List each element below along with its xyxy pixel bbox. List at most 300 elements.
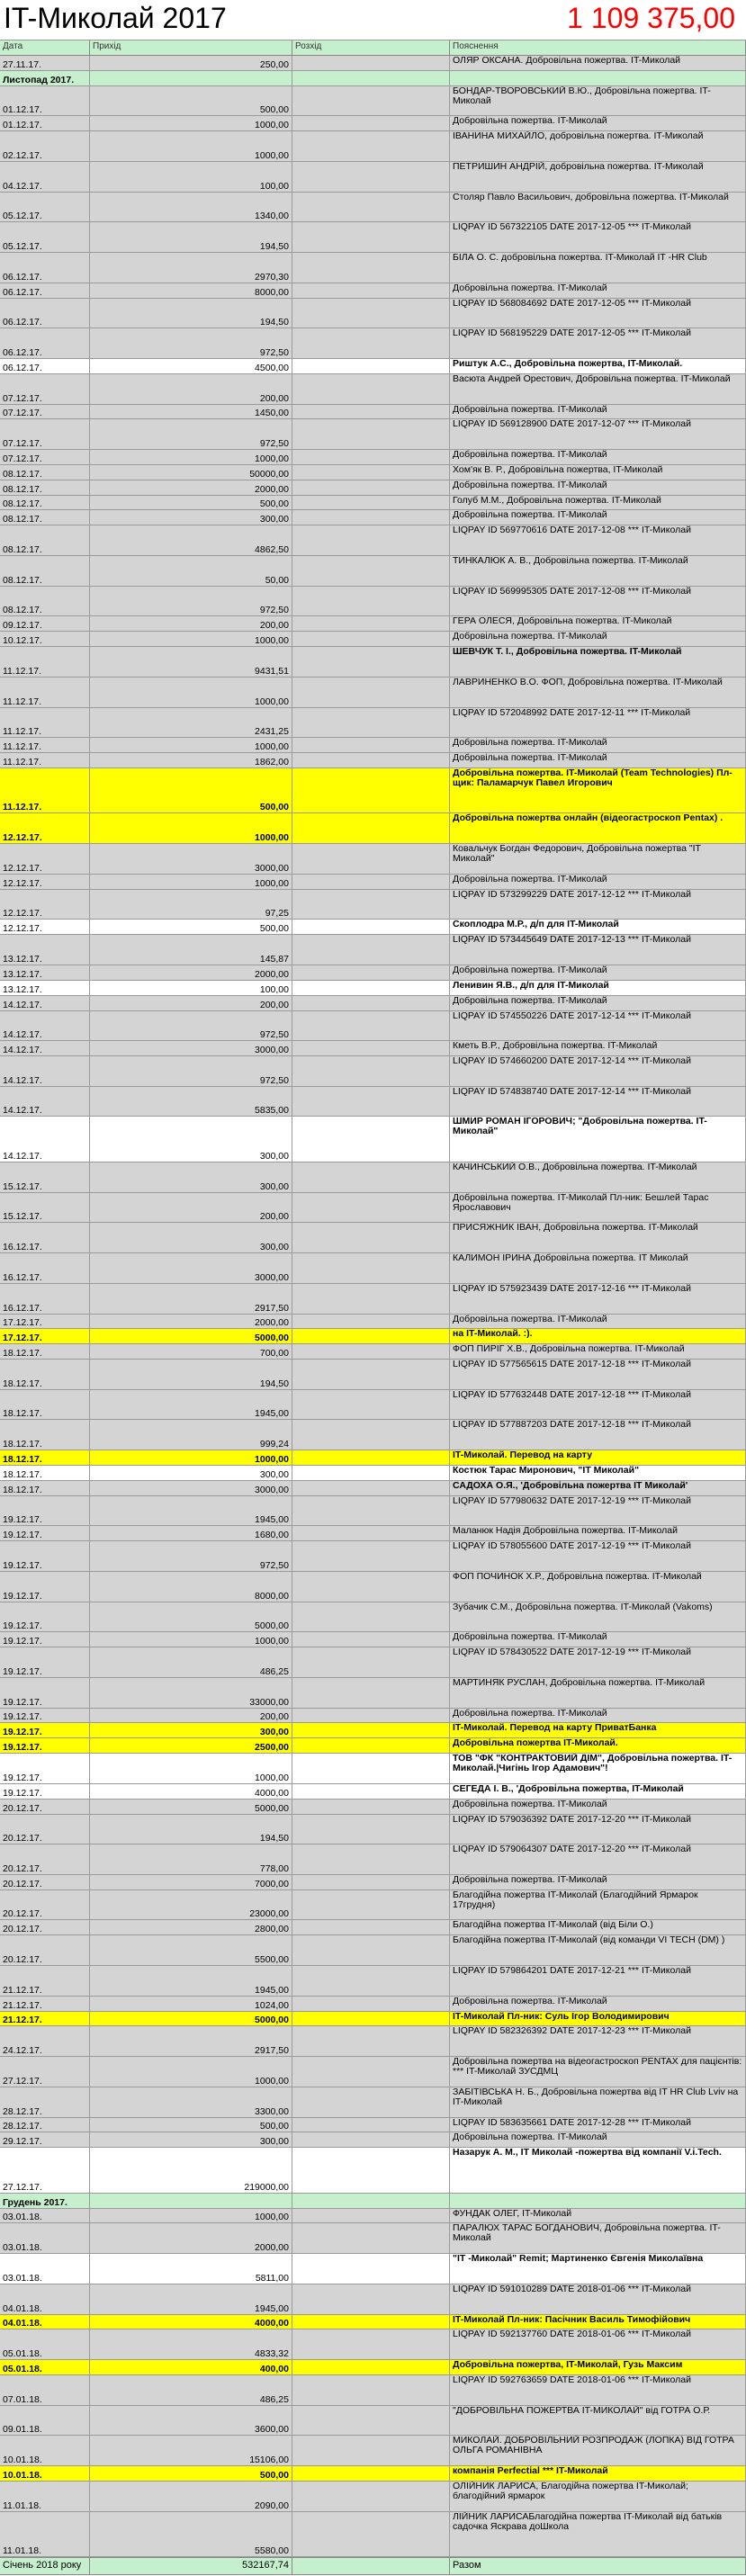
cell-notes: Добровільна пожертва. IT-Миколай xyxy=(450,738,746,752)
cell-notes: Добровільна пожертва. IT-Миколай xyxy=(450,450,746,464)
table-row xyxy=(0,1526,746,1541)
table-row xyxy=(0,450,746,465)
cell-date: 19.12.17. xyxy=(0,1738,90,1753)
cell-income: 5580,00 xyxy=(90,2512,292,2557)
cell-income: 3600,00 xyxy=(90,2406,292,2436)
cell-date: 07.12.17. xyxy=(0,419,90,449)
cell-date: 27.12.17. xyxy=(0,2057,90,2087)
cell-income xyxy=(90,71,292,85)
cell-date: 20.12.17. xyxy=(0,1800,90,1814)
cell-expense xyxy=(292,1117,450,1162)
cell-expense xyxy=(292,1800,450,1814)
cell-notes: LIQPAY ID 592763659 DATE 2018-01-06 *** IT-Миколай xyxy=(450,2375,746,2405)
table-body xyxy=(0,56,746,2557)
table-row xyxy=(0,510,746,525)
cell-income: 300,00 xyxy=(90,1466,292,1480)
cell-date: 08.12.17. xyxy=(0,525,90,555)
cell-expense xyxy=(292,299,450,328)
table-row xyxy=(0,1466,746,1481)
cell-expense xyxy=(292,374,450,404)
cell-date: 14.12.17. xyxy=(0,1056,90,1086)
cell-income: 972,50 xyxy=(90,419,292,449)
cell-date: 10.01.18. xyxy=(0,2466,90,2481)
cell-expense xyxy=(292,2118,450,2132)
cell-date: 19.12.17. xyxy=(0,1526,90,1540)
cell-date: 03.01.18. xyxy=(0,2254,90,2284)
table-row xyxy=(0,587,746,617)
cell-expense xyxy=(292,1344,450,1359)
cell-income: 300,00 xyxy=(90,1117,292,1162)
cell-date: 12.12.17. xyxy=(0,844,90,874)
cell-date: 12.12.17. xyxy=(0,875,90,889)
cell-income: 1000,00 xyxy=(90,678,292,707)
cell-date: 11.12.17. xyxy=(0,768,90,813)
cell-notes: ТОВ "ФК "КОНТРАКТОВИЙ ДІМ", Добровільна пожертва. IT-Миколай.|Чигінь Ігор Адамович"! xyxy=(450,1754,746,1783)
cell-notes: ГЕРА ОЛЕСЯ, Добровільна пожертва. IT-Миколай xyxy=(450,616,746,631)
cell-expense xyxy=(292,2360,450,2374)
cell-income: 1340,00 xyxy=(90,193,292,222)
cell-date: 13.12.17. xyxy=(0,981,90,995)
cell-income: 100,00 xyxy=(90,981,292,995)
table-row xyxy=(0,86,746,117)
table-row xyxy=(0,2375,746,2406)
cell-notes: на IT-Миколай. :). xyxy=(450,1329,746,1343)
cell-expense xyxy=(292,253,450,283)
table-row xyxy=(0,981,746,996)
cell-income: 200,00 xyxy=(90,1193,292,1223)
cell-date: 14.12.17. xyxy=(0,1117,90,1162)
table-row xyxy=(0,890,746,920)
cell-income: 2500,00 xyxy=(90,1738,292,1753)
table-row xyxy=(0,525,746,556)
cell-income: 4000,00 xyxy=(90,2315,292,2329)
cell-expense xyxy=(292,116,450,130)
cell-notes: компанія Perfectial *** IT-Миколай xyxy=(450,2466,746,2481)
table-row xyxy=(0,1193,746,1224)
table-row xyxy=(0,2026,746,2057)
cell-income: 972,50 xyxy=(90,1056,292,1086)
cell-notes: Скоплодра М.Р., д/п для IT-Миколай xyxy=(450,920,746,934)
cell-notes: ПАРАЛЮХ ТАРАС БОГДАНОВИЧ, Добровільна пожертва. IT-Миколай xyxy=(450,2223,746,2253)
cell-income: 4833,32 xyxy=(90,2329,292,2359)
table-row xyxy=(0,768,746,814)
cell-income: 250,00 xyxy=(90,56,292,70)
cell-notes: Васюта Андрей Орестович, Добровільна пожертва. IT-Миколай xyxy=(450,374,746,404)
cell-income: 5000,00 xyxy=(90,1800,292,1814)
cell-income: 1000,00 xyxy=(90,813,292,843)
footer-sum: 532167,74 xyxy=(90,2558,292,2574)
cell-date: 14.12.17. xyxy=(0,996,90,1010)
table-row xyxy=(0,678,746,708)
cell-income: 100,00 xyxy=(90,162,292,192)
cell-income: 2000,00 xyxy=(90,1315,292,1329)
cell-income: 50000,00 xyxy=(90,465,292,480)
cell-date: 16.12.17. xyxy=(0,1253,90,1283)
table-row xyxy=(0,556,746,587)
cell-income: 8000,00 xyxy=(90,1572,292,1602)
cell-income: 1000,00 xyxy=(90,1754,292,1783)
cell-expense xyxy=(292,1815,450,1844)
cell-expense xyxy=(292,753,450,767)
cell-date: 06.12.17. xyxy=(0,299,90,328)
cell-notes: Добровільна пожертва. IT-Миколай xyxy=(450,116,746,130)
table-row xyxy=(0,116,746,131)
cell-expense xyxy=(292,496,450,510)
cell-expense xyxy=(292,1935,450,1965)
cell-date: 07.12.17. xyxy=(0,374,90,404)
cell-notes: Ковальчук Богдан Федорович, Добровільна пожертва "IT Миколай" xyxy=(450,844,746,874)
cell-notes xyxy=(450,2194,746,2208)
cell-expense xyxy=(292,1223,450,1252)
cell-date: 21.12.17. xyxy=(0,1966,90,1996)
cell-date: 28.12.17. xyxy=(0,2118,90,2132)
cell-notes: ПРИСЯЖНИК ІВАН, Добровільна пожертва. IT-Миколай xyxy=(450,1223,746,1252)
cell-notes: БІЛА О. С. добровільна пожертва. IT-Миколай IT -HR Club xyxy=(450,253,746,283)
table-row xyxy=(0,2087,746,2118)
cell-date: 18.12.17. xyxy=(0,1466,90,1480)
table-row xyxy=(0,1420,746,1450)
table-row xyxy=(0,1875,746,1890)
table-row xyxy=(0,2315,746,2330)
cell-date: 21.12.17. xyxy=(0,1997,90,2011)
cell-date: 11.12.17. xyxy=(0,738,90,752)
cell-date: 06.12.17. xyxy=(0,283,90,298)
table-row xyxy=(0,71,746,86)
table-row xyxy=(0,2406,746,2437)
cell-notes: LIQPAY ID 582326392 DATE 2017-12-23 *** IT-Миколай xyxy=(450,2026,746,2056)
cell-notes: Маланюк Надія Добровільна пожертва. IT-Миколай xyxy=(450,1526,746,1540)
cell-expense xyxy=(292,222,450,252)
cell-expense xyxy=(292,328,450,358)
cell-notes: ФОП ПИРІГ Х.В., Добровільна пожертва. IT-Миколай xyxy=(450,1344,746,1359)
cell-notes: Добровільна пожертва. IT-Миколай xyxy=(450,996,746,1010)
table-row xyxy=(0,1935,746,1966)
table-row xyxy=(0,131,746,162)
cell-expense xyxy=(292,1632,450,1647)
table-row xyxy=(0,1784,746,1800)
cell-income: 972,50 xyxy=(90,587,292,616)
table-row xyxy=(0,2466,746,2482)
header-date: Дата xyxy=(0,40,90,55)
cell-notes: Добровільна пожертва. IT-Миколай xyxy=(450,753,746,767)
cell-date: 12.12.17. xyxy=(0,890,90,920)
cell-income: 972,50 xyxy=(90,1011,292,1041)
cell-date: 11.01.18. xyxy=(0,2482,90,2511)
cell-notes: МИКОЛАЙ. ДОБРОВІЛЬНИЙ РОЗПРОДАЖ (ЛОПКА) ВІД ГОТРА ОЛЬГА РОМАНІВНА xyxy=(450,2436,746,2465)
table-row xyxy=(0,1709,746,1724)
cell-income: 3000,00 xyxy=(90,1481,292,1495)
cell-date: 04.12.17. xyxy=(0,162,90,192)
cell-date: 20.12.17. xyxy=(0,1875,90,1889)
cell-expense xyxy=(292,465,450,480)
table-row xyxy=(0,753,746,768)
cell-expense xyxy=(292,1784,450,1799)
cell-expense xyxy=(292,1875,450,1889)
cell-date: 18.12.17. xyxy=(0,1360,90,1389)
cell-income: 3300,00 xyxy=(90,2087,292,2117)
cell-date: 28.12.17. xyxy=(0,2087,90,2117)
table-row xyxy=(0,935,746,965)
cell-income: 1000,00 xyxy=(90,1632,292,1647)
cell-date: 19.12.17. xyxy=(0,1572,90,1602)
cell-notes: Добровільна пожертва. IT-Миколай xyxy=(450,1800,746,1814)
table-row xyxy=(0,2329,746,2360)
table-row xyxy=(0,1223,746,1253)
cell-expense xyxy=(292,738,450,752)
table-row xyxy=(0,813,746,844)
cell-income: 9431,51 xyxy=(90,647,292,677)
cell-date: 19.12.17. xyxy=(0,1723,90,1737)
cell-expense xyxy=(292,1738,450,1753)
cell-expense xyxy=(292,1466,450,1480)
table-row xyxy=(0,1117,746,1162)
cell-date: 18.12.17. xyxy=(0,1450,90,1465)
cell-date: 19.12.17. xyxy=(0,1678,90,1708)
cell-expense xyxy=(292,1541,450,1571)
cell-notes: LIQPAY ID 574838740 DATE 2017-12-14 *** IT-Миколай xyxy=(450,1087,746,1117)
cell-income: 500,00 xyxy=(90,768,292,813)
footer-note: Разом xyxy=(450,2558,746,2574)
cell-date: 12.12.17. xyxy=(0,920,90,934)
cell-notes: LIQPAY ID 567322105 DATE 2017-12-05 *** IT-Миколай xyxy=(450,222,746,252)
cell-expense xyxy=(292,2223,450,2253)
table-row xyxy=(0,2512,746,2558)
table-row xyxy=(0,1011,746,1042)
cell-date: 19.12.17. xyxy=(0,1632,90,1647)
cell-notes: Благодійна пожертва IT-Миколай (Благодійний Ярмарок 17грудня) xyxy=(450,1890,746,1920)
cell-notes: Добровільна пожертва. IT-Миколай xyxy=(450,875,746,889)
cell-date: 17.12.17. xyxy=(0,1315,90,1329)
footer-expense xyxy=(292,2558,450,2574)
cell-income: 972,50 xyxy=(90,1541,292,1571)
cell-notes: LIQPAY ID 575923439 DATE 2017-12-16 *** IT-Миколай xyxy=(450,1284,746,1314)
cell-income: 194,50 xyxy=(90,1360,292,1389)
cell-income: 200,00 xyxy=(90,1709,292,1723)
cell-date: 01.12.17. xyxy=(0,116,90,130)
table-row xyxy=(0,253,746,283)
cell-notes: Зубачик С.М., Добровільна пожертва. IT-Миколай (Vakoms) xyxy=(450,1602,746,1632)
cell-expense xyxy=(292,1284,450,1314)
table-row xyxy=(0,1602,746,1633)
cell-notes: Голуб М.М., Добровільна пожертва. IT-Миколай xyxy=(450,496,746,510)
cell-expense xyxy=(292,1087,450,1117)
cell-expense xyxy=(292,131,450,161)
cell-expense xyxy=(292,1011,450,1041)
table-row xyxy=(0,465,746,480)
cell-notes: Добровільна пожертва. IT-Миколай (Team Technologies) Пл-щик: Паламарчук Павел Игорович xyxy=(450,768,746,813)
cell-income: 200,00 xyxy=(90,616,292,631)
cell-date: 08.12.17. xyxy=(0,510,90,525)
table-row xyxy=(0,647,746,678)
cell-expense xyxy=(292,1997,450,2011)
cell-expense xyxy=(292,2329,450,2359)
cell-expense xyxy=(292,2482,450,2511)
cell-notes: БОНДАР-ТВОРОВСЬКИЙ В.Ю., Добровільна пожертва. IT-Миколай xyxy=(450,86,746,116)
cell-notes: LIQPAY ID 569128900 DATE 2017-12-07 *** IT-Миколай xyxy=(450,419,746,449)
cell-expense xyxy=(292,1496,450,1526)
header-notes: Пояснення xyxy=(450,40,746,55)
cell-date: 18.12.17. xyxy=(0,1420,90,1450)
footer-row xyxy=(0,2557,746,2575)
cell-income: 2970,30 xyxy=(90,253,292,283)
table-row xyxy=(0,222,746,253)
cell-expense xyxy=(292,1920,450,1934)
cell-income: 1024,00 xyxy=(90,1997,292,2011)
table-row xyxy=(0,1284,746,1315)
cell-notes xyxy=(450,71,746,85)
cell-expense xyxy=(292,2284,450,2314)
cell-income: 4500,00 xyxy=(90,359,292,373)
cell-expense xyxy=(292,1193,450,1223)
cell-expense xyxy=(292,2254,450,2284)
cell-date: 11.01.18. xyxy=(0,2512,90,2557)
cell-notes: Благодійна пожертва IT-Миколай (від команди VI TECH (DM) ) xyxy=(450,1935,746,1965)
title-row xyxy=(0,0,746,40)
cell-notes: LIQPAY ID 577632448 DATE 2017-12-18 *** IT-Миколай xyxy=(450,1390,746,1420)
cell-notes: LIQPAY ID 578055600 DATE 2017-12-19 *** IT-Миколай xyxy=(450,1541,746,1571)
cell-expense xyxy=(292,450,450,464)
cell-expense xyxy=(292,2209,450,2223)
cell-date: 21.12.17. xyxy=(0,2012,90,2026)
table-row xyxy=(0,965,746,981)
cell-income: 3000,00 xyxy=(90,1041,292,1055)
cell-expense xyxy=(292,1602,450,1632)
table-row xyxy=(0,1496,746,1527)
table-row xyxy=(0,56,746,71)
cell-expense xyxy=(292,2436,450,2465)
cell-notes: СЕГЕДА І. В., 'Добровільна пожертва, IT-Миколай xyxy=(450,1784,746,1799)
cell-date: 19.12.17. xyxy=(0,1496,90,1526)
cell-date: 08.12.17. xyxy=(0,556,90,586)
cell-income: 1000,00 xyxy=(90,2057,292,2087)
cell-date: 06.12.17. xyxy=(0,253,90,283)
table-row xyxy=(0,2482,746,2512)
cell-income: 8000,00 xyxy=(90,283,292,298)
table-row xyxy=(0,419,746,450)
cell-expense xyxy=(292,2148,450,2193)
cell-notes: ШМИР РОМАН ІГОРОВИЧ; "Добровільна пожертва. IT-Миколай" xyxy=(450,1117,746,1162)
cell-income: 486,25 xyxy=(90,2375,292,2405)
cell-expense xyxy=(292,1450,450,1465)
table-row xyxy=(0,1572,746,1602)
table-row xyxy=(0,1920,746,1935)
cell-income: 5000,00 xyxy=(90,2012,292,2026)
table-row xyxy=(0,405,746,420)
table-row xyxy=(0,844,746,875)
cell-notes: ЛАВРИНЕНКО В.О. ФОП, Добровільна пожертва. IT-Миколай xyxy=(450,678,746,707)
cell-notes: LIQPAY ID 579064307 DATE 2017-12-20 *** IT-Миколай xyxy=(450,1844,746,1874)
table-row xyxy=(0,1087,746,1117)
cell-expense xyxy=(292,1253,450,1283)
cell-income: 1945,00 xyxy=(90,2284,292,2314)
cell-expense xyxy=(292,419,450,449)
cell-expense xyxy=(292,556,450,586)
cell-notes: "IT -Миколай" Remit; Мартиненко Євгенія Миколаївна xyxy=(450,2254,746,2284)
cell-income: 1000,00 xyxy=(90,131,292,161)
cell-date: 16.12.17. xyxy=(0,1284,90,1314)
cell-expense xyxy=(292,56,450,70)
cell-notes: LIQPAY ID 592137760 DATE 2018-01-06 *** IT-Миколай xyxy=(450,2329,746,2359)
table-row xyxy=(0,2360,746,2375)
cell-income: 23000,00 xyxy=(90,1890,292,1920)
cell-expense xyxy=(292,405,450,419)
cell-date: 11.12.17. xyxy=(0,678,90,707)
table-row xyxy=(0,162,746,193)
table-row xyxy=(0,2148,746,2194)
cell-notes: ЗАБІТІВСЬКА Н. Б., Добровільна пожертва від IT HR Club Lviv на IT-Миколай xyxy=(450,2087,746,2117)
cell-date: 06.12.17. xyxy=(0,328,90,358)
cell-expense xyxy=(292,920,450,934)
cell-expense xyxy=(292,708,450,738)
cell-expense xyxy=(292,890,450,920)
table-row xyxy=(0,1754,746,1784)
cell-expense xyxy=(292,844,450,874)
cell-income: 2000,00 xyxy=(90,480,292,495)
cell-income: 5000,00 xyxy=(90,1602,292,1632)
cell-date: 15.12.17. xyxy=(0,1162,90,1192)
table-row xyxy=(0,1678,746,1709)
grand-total: 1 109 375,00 xyxy=(567,2,735,34)
cell-notes: Добровільна пожертва онлайн (відеогастроскоп Pentax) . xyxy=(450,813,746,843)
cell-expense xyxy=(292,2194,450,2208)
cell-expense xyxy=(292,2132,450,2147)
cell-date: 14.12.17. xyxy=(0,1087,90,1117)
cell-date: 29.12.17. xyxy=(0,2132,90,2147)
cell-notes: Добровільна пожертва, IT-Миколай, Гузь Максим xyxy=(450,2360,746,2374)
cell-notes: Риштук А.С., Добровільна пожертва, IT-Миколай. xyxy=(450,359,746,373)
cell-income: 2000,00 xyxy=(90,2223,292,2253)
cell-expense xyxy=(292,2315,450,2329)
cell-expense xyxy=(292,1844,450,1874)
table-row xyxy=(0,374,746,405)
cell-income: 2800,00 xyxy=(90,1920,292,1934)
cell-income: 2000,00 xyxy=(90,965,292,980)
cell-notes: LIQPAY ID 574660200 DATE 2017-12-14 *** IT-Миколай xyxy=(450,1056,746,1086)
table-row xyxy=(0,920,746,935)
cell-notes: Добровільна пожертва. IT-Миколай Пл-ник: Бешлей Тарас Ярославович xyxy=(450,1193,746,1223)
cell-notes: Добровільна пожертва. IT-Миколай xyxy=(450,2132,746,2147)
cell-notes: КАЛИМОН ІРИНА Добровільна пожертва. IT Миколай xyxy=(450,1253,746,1283)
cell-date: 04.01.18. xyxy=(0,2284,90,2314)
cell-notes: LIQPAY ID 578430522 DATE 2017-12-19 *** IT-Миколай xyxy=(450,1647,746,1677)
cell-expense xyxy=(292,2512,450,2557)
table-row xyxy=(0,1390,746,1421)
cell-expense xyxy=(292,359,450,373)
cell-notes: Добровільна пожертва. IT-Миколай xyxy=(450,1709,746,1723)
cell-income: 1945,00 xyxy=(90,1966,292,1996)
cell-notes: LIQPAY ID 591010289 DATE 2018-01-06 *** IT-Миколай xyxy=(450,2284,746,2314)
cell-date: 12.12.17. xyxy=(0,813,90,843)
table-row xyxy=(0,359,746,374)
table-row xyxy=(0,2223,746,2254)
cell-date: 05.01.18. xyxy=(0,2360,90,2374)
cell-notes: LIQPAY ID 573299229 DATE 2017-12-12 *** IT-Миколай xyxy=(450,890,746,920)
cell-income: 5000,00 xyxy=(90,1329,292,1343)
cell-date: 19.12.17. xyxy=(0,1709,90,1723)
table-row xyxy=(0,1723,746,1738)
cell-income: 778,00 xyxy=(90,1844,292,1874)
cell-date: 08.12.17. xyxy=(0,587,90,616)
cell-notes: LIQPAY ID 568195229 DATE 2017-12-05 *** IT-Миколай xyxy=(450,328,746,358)
cell-income: 200,00 xyxy=(90,374,292,404)
cell-date: Листопад 2017. xyxy=(0,71,90,85)
cell-date: 02.12.17. xyxy=(0,131,90,161)
cell-notes: LIQPAY ID 568084692 DATE 2017-12-05 *** IT-Миколай xyxy=(450,299,746,328)
cell-expense xyxy=(292,616,450,631)
cell-notes: ТИНКАЛЮК А. В., Добровільна пожертва. IT-Миколай xyxy=(450,556,746,586)
cell-expense xyxy=(292,2026,450,2056)
cell-income: 300,00 xyxy=(90,1723,292,1737)
